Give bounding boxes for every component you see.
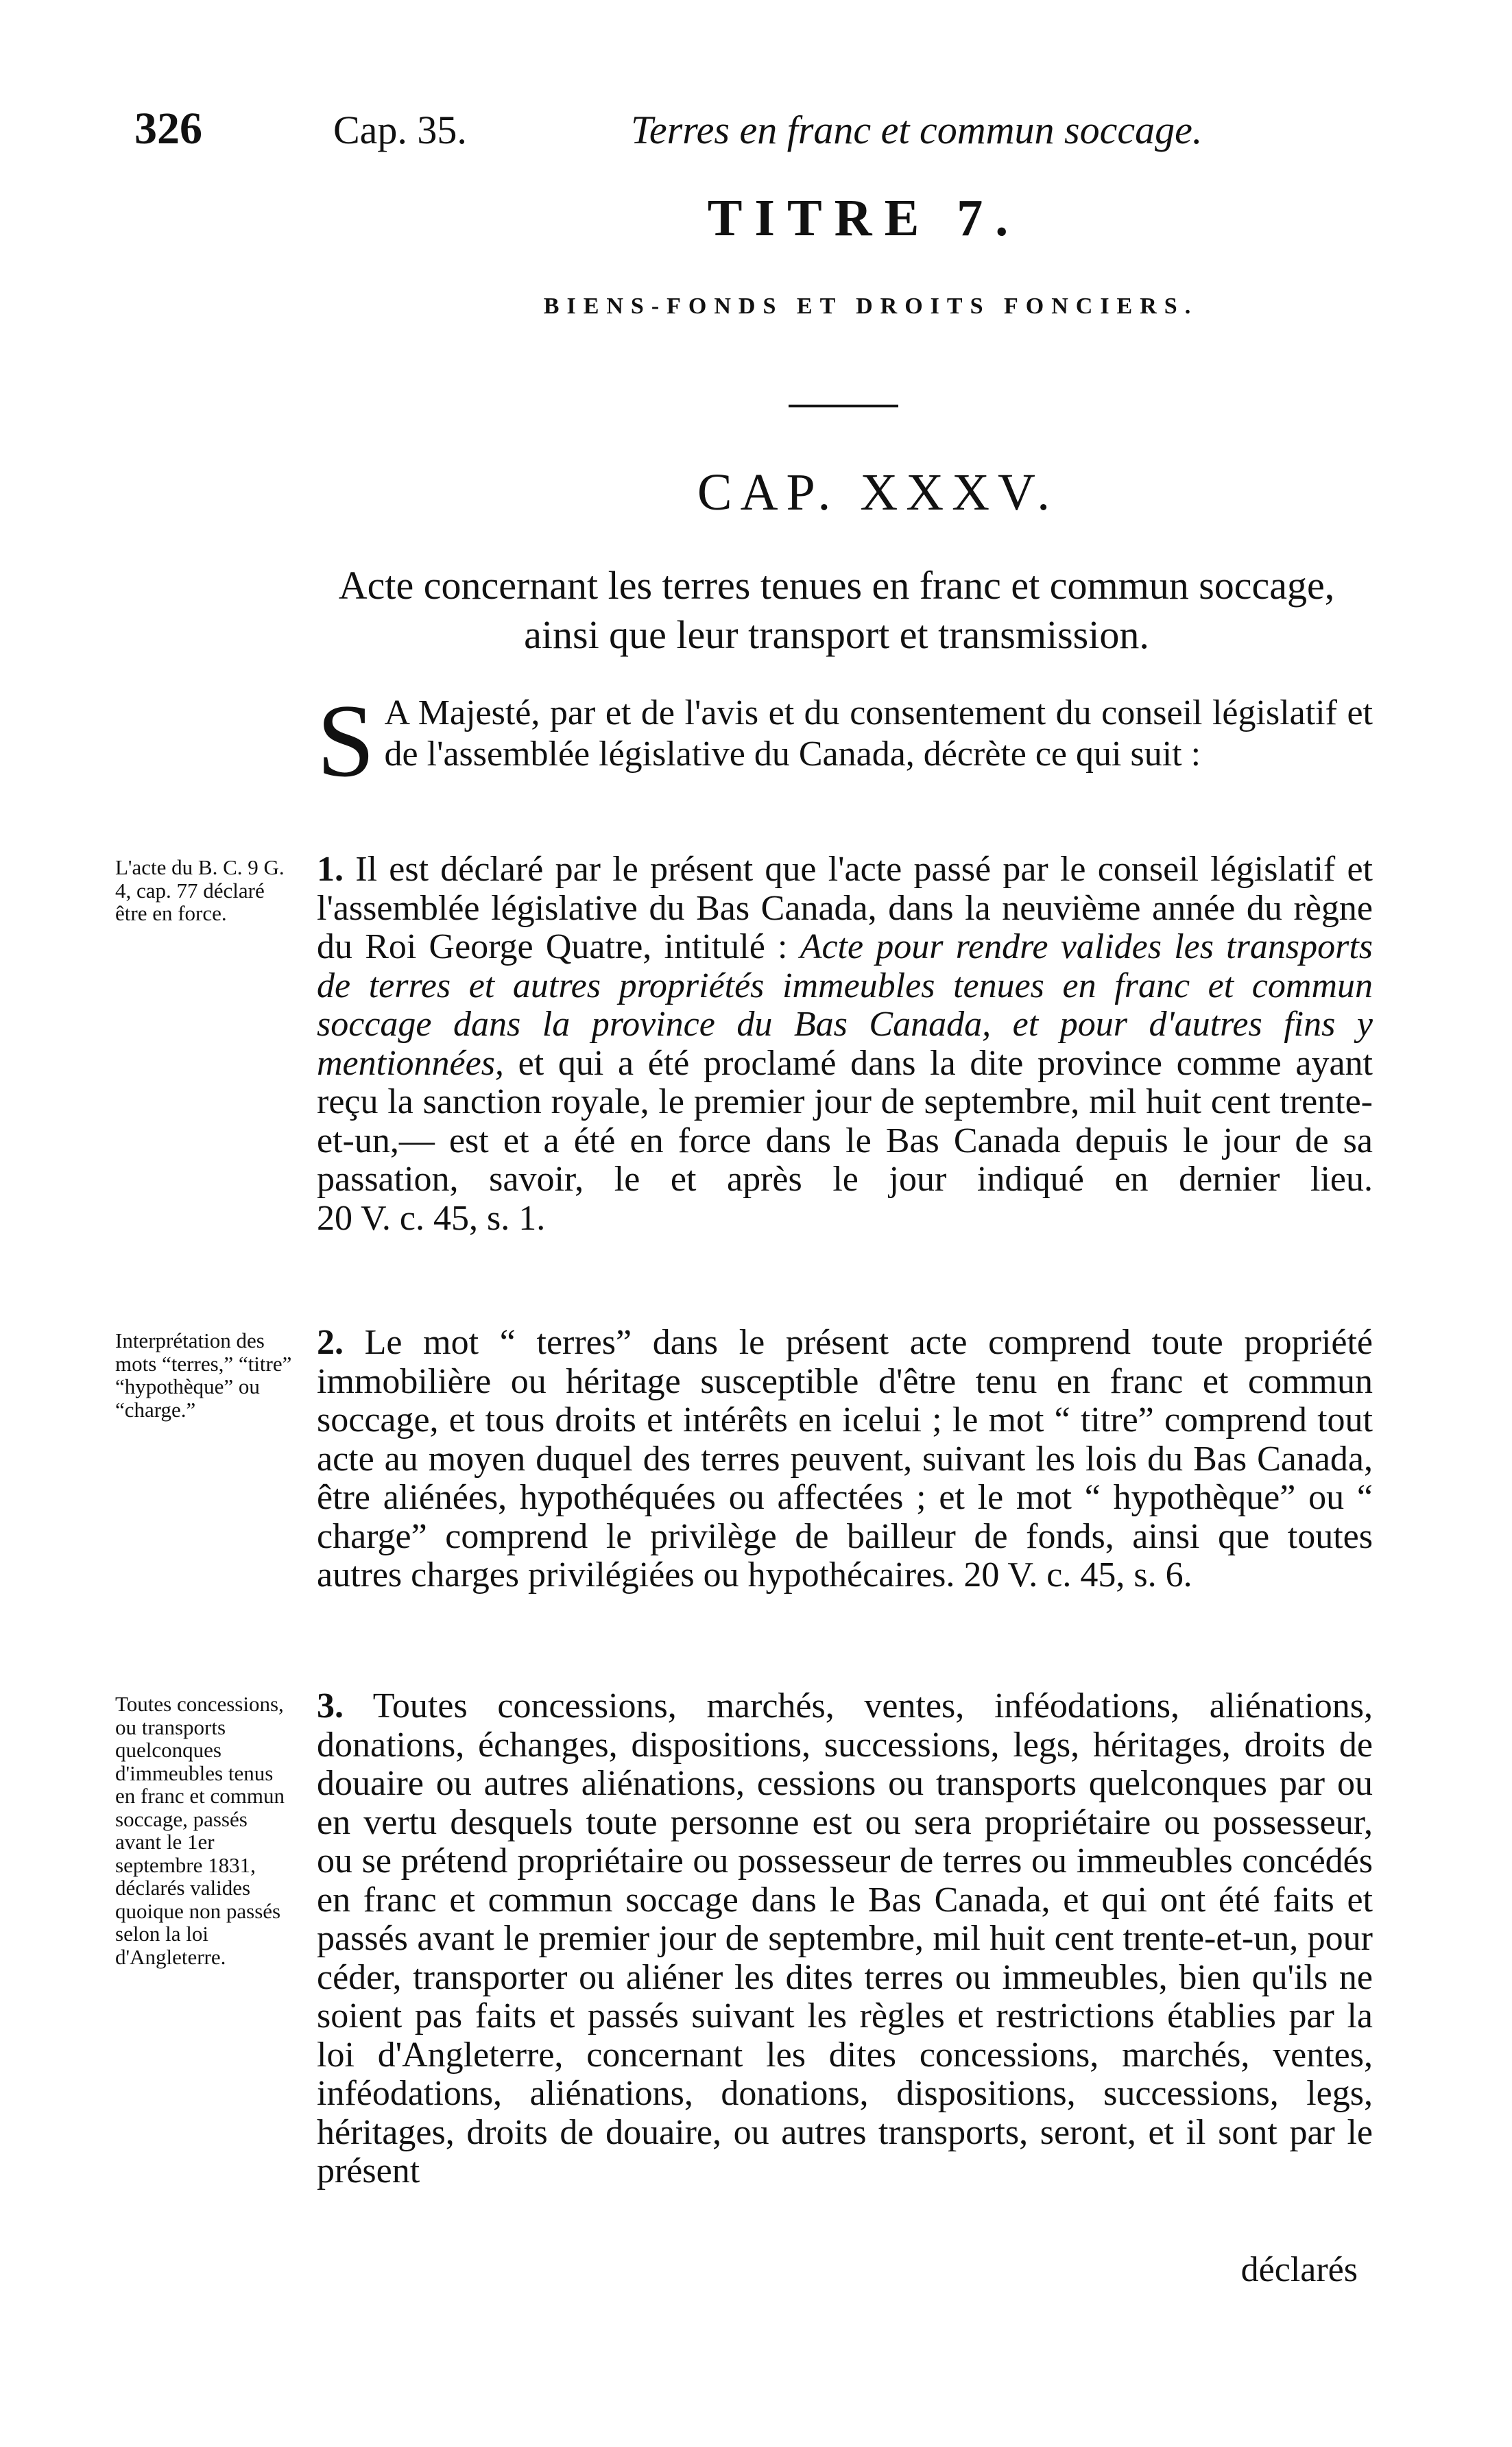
- divider-rule: [789, 405, 898, 407]
- chapter-heading: CAP. XXXV.: [697, 464, 1059, 521]
- section-text: Il est déclaré par le présent que l'acte passé par le conseil législatif et l'assemblée législative du Bas Canada, dans la neuvième année du règne du Roi George Quatre, intitulé :: [317, 850, 1373, 966]
- section-text: Le mot “ terres” dans le présent acte comprend toute propriété immobilière ou héritage susceptible d'être tenu en franc et commun soccage, et tous droits et intérêts en icelui ; le mot “ titre” comprend tout acte au moyen duquel des terres peuvent, suivant les lois du Bas Canada, être aliénées, hypothéquées ou affectées ; et le mot “ hypothèque” ou “ charge” comprend le privilège de bailleur de fonds, ainsi que toutes autres charges privilégiées ou hypothécaires.: [317, 1323, 1373, 1595]
- section-number: 1.: [317, 850, 344, 889]
- act-title: Acte concernant les terres tenues en franc et commun soccage, ainsi que leur transport et transmission.: [338, 563, 1335, 657]
- section-1: [317, 850, 1373, 1238]
- section-number: 3.: [317, 1686, 344, 1726]
- catchword: déclarés: [1240, 2250, 1358, 2289]
- section-3: [317, 1687, 1373, 2191]
- section-number: 2.: [317, 1323, 344, 1362]
- enacting-clause-text: A Majesté, par et de l'avis et du consentement du conseil législatif et de l'assemblée législative du Canada, décrète ce qui suit :: [384, 693, 1373, 774]
- enacting-clause: [317, 683, 1373, 798]
- margin-note-section-3: Toutes concessions, ou transports quelconques d'immeubles tenus en franc et commun soccage, passés avant le 1er septembre 1831, déclarés valides quoique non passés selon la loi d'Angleterre.: [115, 1692, 285, 1969]
- section-2: [317, 1324, 1373, 1595]
- margin-note-section-2: Interprétation des mots “terres,” “titre” “hypothèque” ou “charge.”: [115, 1328, 292, 1422]
- drop-cap: S: [317, 683, 375, 798]
- titre-heading: TITRE 7.: [707, 189, 1021, 247]
- section-text-continued: et qui a été proclamé dans la dite province comme ayant reçu la sanction royale, le premier jour de septembre, mil huit cent trente-et-un,— est et a été en force dans le Bas Canada depuis le jour de sa passation, savoir, le et après le jour indiqué en dernier lieu.: [317, 1043, 1373, 1199]
- margin-note-section-1: L'acte du B. C. 9 G. 4, cap. 77 déclaré être en force.: [115, 855, 285, 925]
- titre-subheading: BIENS-FONDS ET DROITS FONCIERS.: [543, 294, 1199, 319]
- chapter-reference: Cap. 35.: [333, 108, 467, 152]
- running-header: [0, 103, 1512, 165]
- running-title: Terres en franc et commun soccage.: [631, 108, 1203, 152]
- act-short-title: Acte pour rendre valides les transports de terres et autres propriétés immeubles tenues en franc et commun soccage dans la province du Bas Canada, et pour d'autres fins y mentionnées,: [317, 927, 1373, 1083]
- citation: 20 V. c. 45, s. 6.: [963, 1555, 1192, 1595]
- citation: 20 V. c. 45, s. 1.: [317, 1198, 546, 1238]
- section-text: Toutes concessions, marchés, ventes, inféodations, aliénations, donations, échanges, dispositions, successions, legs, héritages, droits de douaire ou autres aliénations, cessions ou transports quelconques par ou en vertu desquels toute personne est ou sera propriétaire ou possesseur, ou se prétend propriétaire ou possesseur de terres ou immeubles concédés en franc et commun soccage dans le Bas Canada, et qui ont été faits et passés avant le premier jour de septembre, mil huit cent trente-et-un, pour céder, transporter ou aliéner les dites terres ou immeubles, bien qu'ils ne soient pas faits et passés suivant les règles et restrictions établies par la loi d'Angleterre, concernant les dites concessions, marchés, ventes, inféodations, aliénations, donations, dispositions, successions, legs, héritages, droits de douaire, ou autres transports, seront, et il sont par le présent: [317, 1686, 1373, 2191]
- page-number: 326: [134, 104, 202, 154]
